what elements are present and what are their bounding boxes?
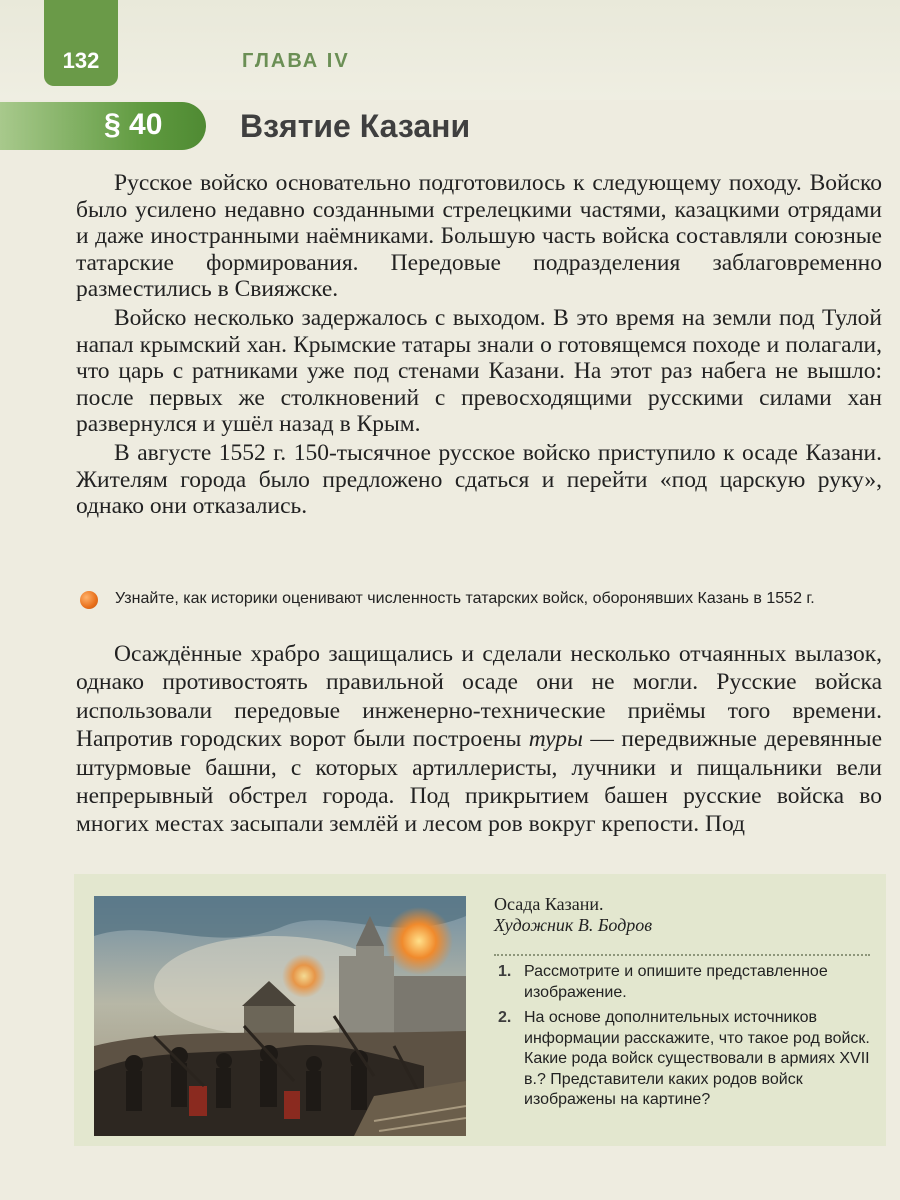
paragraph-4 — [76, 640, 882, 839]
main-text-continued — [76, 640, 882, 839]
question-text: На основе дополнительных источников информации расскажите, что такое род войск. Какие рода войск существовали в армиях XVII в.? Представители каких родов войск изображены на картине? — [524, 1009, 870, 1108]
paragraph-3: В августе 1552 г. 150-тысячное русское войско приступило к осаде Казани. Жителям города было предложено сдаться и перейти «под царскую руку», однако они отказались. — [76, 439, 882, 520]
question-item — [494, 962, 872, 1003]
paragraph-2: Войско несколько задержалось с выходом. В это время на земли под Тулой напал крымский хан. Крымские татары знали о готовящемся походе и полагали, что царь с ратниками уже под стенами Казани. На этот раз набега не вышло: после первых же столкновений с превосходящими русскими силами хан развернулся и ушёл назад в Крым. — [76, 304, 882, 438]
paragraph-1: Русское войско основательно подготовилось к следующему походу. Войско было усилено недавно созданными стрелецкими частями, казацкими отрядами и даже иностранными наёмниками. Большую часть войска составляли союзные татарские формирования. Передовые подразделения заблаговременно разместились в Свияжске. — [76, 170, 882, 303]
caption-artist: Художник В. Бодров — [494, 915, 653, 935]
task-text: Узнайте, как историки оценивают численность татарских войск, оборонявших Казань в 1552 г. — [115, 590, 815, 607]
section-number-bar — [0, 102, 206, 150]
figure-caption — [494, 894, 874, 936]
question-item — [494, 1008, 872, 1111]
section-title: Взятие Казани — [240, 108, 471, 144]
question-text: Рассмотрите и опишите представленное изображение. — [524, 963, 828, 1001]
section-number: § 40 — [104, 108, 163, 141]
siege-of-kazan-painting — [94, 896, 466, 1136]
questions-list — [494, 962, 872, 1116]
caption-title: Осада Казани. — [494, 894, 604, 914]
paragraph-4-end: — передвижные деревянные штурмовые башни, с которых артиллеристы, лучники и пищальники вели непрерывный обстрел города. Под прикрытием башен русские войска во многих местах засыпали землёй и лесом ров вокруг крепости. Под — [76, 726, 883, 838]
page-number-tab — [44, 0, 118, 86]
page-header-band — [0, 0, 900, 100]
paragraph-4-start: Осаждённые храбро защищались и сделали несколько отчаянных вылазок, однако противостоять правильной осаде они не могли. Русские войска использовали передовые инженерно-технические приёмы того времени. Напротив городских ворот были построены — [76, 641, 882, 753]
term-tury: туры — [528, 726, 583, 753]
page-number: 132 — [62, 48, 100, 73]
chapter-label: ГЛАВА IV — [242, 50, 350, 72]
painting-illustration — [94, 896, 466, 1136]
main-text — [76, 170, 882, 520]
question-number: 2. — [498, 1009, 512, 1026]
caption-divider — [494, 954, 870, 956]
question-number: 1. — [498, 963, 512, 980]
orange-dot-icon — [80, 591, 98, 609]
figure-box — [74, 874, 886, 1146]
task-block — [80, 588, 884, 609]
